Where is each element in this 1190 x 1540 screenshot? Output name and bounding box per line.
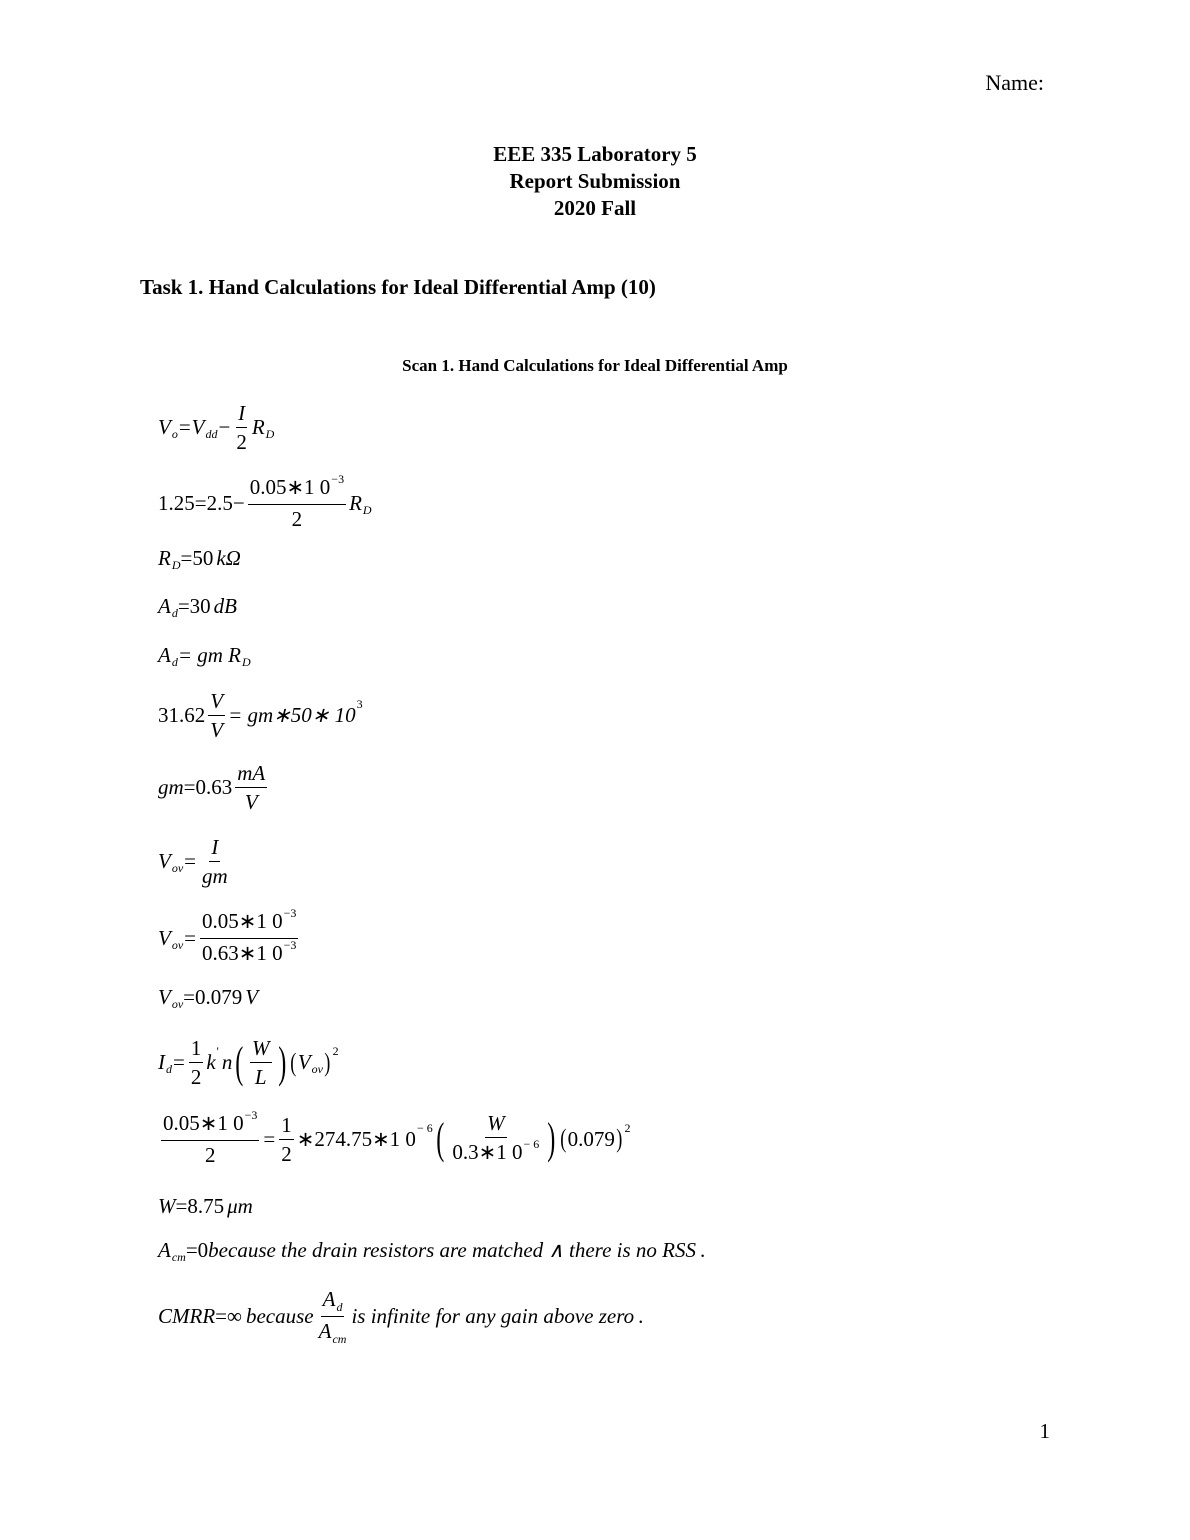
numerator: 1 (189, 1035, 204, 1063)
numerator: W (250, 1035, 272, 1063)
right-paren: ) (324, 1047, 331, 1077)
denominator: V (210, 718, 224, 742)
operator: − (218, 415, 231, 439)
symbol: n (221, 1050, 233, 1074)
denominator: 0.3∗1 $0^{- 6}$ (452, 1137, 540, 1164)
title-line-3: 2020 Fall (553, 196, 637, 220)
numerator: 0.05∗1 $0^{-3}$ (161, 1110, 259, 1141)
denominator: 2 (291, 507, 303, 531)
subscript: D (362, 502, 372, 517)
denominator: V (244, 790, 258, 814)
equation-vov-value (158, 985, 258, 1010)
operator: = (184, 926, 196, 950)
denominator: 2 (281, 1141, 292, 1166)
equation-ad-gm (158, 643, 251, 668)
value: =0 (185, 1238, 209, 1262)
symbol: k (206, 1050, 216, 1074)
value: =∞ (215, 1304, 242, 1328)
expression: ∗274.75∗1 0 (296, 1126, 416, 1151)
operator: = (173, 1050, 185, 1074)
equation-gain-ratio (158, 688, 363, 743)
explanation: because (245, 1304, 314, 1328)
numerator: $A_d$ (321, 1286, 345, 1317)
name-label: Name: (985, 70, 1044, 95)
value: 0.079 (567, 1126, 615, 1151)
subscript: d (171, 655, 178, 669)
equation-cmrr (158, 1286, 643, 1347)
subscript: ov (311, 1062, 323, 1076)
symbol: V (158, 415, 171, 439)
fraction (317, 1286, 349, 1347)
unit: V (245, 985, 259, 1009)
document-title (0, 141, 1190, 222)
equation-vov-subst (158, 908, 301, 969)
symbol: CMRR (158, 1304, 216, 1328)
fraction (200, 834, 230, 889)
left-paren: ( (290, 1047, 297, 1077)
fraction (189, 1035, 204, 1090)
subscript: D (242, 655, 251, 669)
explanation: is infinite for any gain above zero (351, 1304, 635, 1328)
fraction (450, 1110, 541, 1168)
value: =50 (180, 546, 214, 570)
denominator: $A_{cm}$ (318, 1319, 347, 1346)
denominator: 2 (190, 1065, 202, 1089)
operator: = (263, 1126, 276, 1151)
superscript: 3 (356, 697, 363, 711)
period: . (699, 1238, 706, 1262)
superscript: ' (216, 1044, 219, 1058)
explanation: because the drain resistors are matched ∧ there is no RSS (208, 1238, 696, 1262)
fraction (234, 400, 249, 455)
symbol: R (158, 546, 171, 570)
task-heading: Task 1. Hand Calculations for Ideal Differential Amp (10) (140, 275, 656, 299)
value: =30 (177, 594, 211, 618)
numerator: I (209, 834, 220, 862)
subscript: cm (171, 1250, 186, 1264)
equation-id-square-law (158, 1035, 339, 1090)
equation-rd-solve (158, 474, 372, 532)
symbol: V (191, 415, 205, 439)
numerator: 0.05∗1 $0^{-3}$ (248, 474, 346, 505)
left-paren: ( (235, 1037, 244, 1087)
unit: dB (213, 594, 237, 618)
operator: = (178, 415, 191, 439)
numerator: V (208, 688, 225, 716)
symbol: R (251, 415, 265, 439)
value: =0.079 (183, 985, 243, 1009)
equation-gm-value (158, 760, 270, 815)
scan-caption: Scan 1. Hand Calculations for Ideal Differential Amp (402, 356, 788, 375)
symbol: W (158, 1194, 176, 1218)
symbol: V (158, 849, 171, 873)
symbol: A (158, 1238, 171, 1262)
numerator: W (485, 1110, 507, 1138)
numerator: mA (235, 760, 267, 788)
fraction (279, 1112, 294, 1167)
right-paren: ) (547, 1114, 556, 1163)
denominator: L (254, 1065, 267, 1089)
subscript: D (171, 558, 181, 572)
denominator: 2 (236, 430, 247, 454)
page-number: 1 (1039, 1419, 1050, 1443)
symbol: V (297, 1050, 311, 1074)
right-paren: ) (277, 1037, 286, 1087)
denominator: 2 (204, 1143, 216, 1167)
denominator: gm (202, 864, 228, 888)
numerator: 0.05∗1 $0^{-3}$ (200, 908, 298, 939)
equation-acm (158, 1238, 705, 1263)
left-paren: ( (560, 1124, 567, 1153)
subscript: D (265, 427, 275, 441)
unit: μm (227, 1194, 253, 1218)
equation-vov-def (158, 834, 233, 889)
left-paren: ( (436, 1114, 445, 1163)
value: 31.62 (158, 703, 206, 727)
subscript: ov (171, 938, 184, 952)
numerator: I (236, 400, 247, 428)
equation-vo (158, 400, 274, 455)
right-paren: ) (616, 1124, 623, 1153)
unit: kΩ (216, 546, 241, 570)
period: . (638, 1304, 644, 1328)
fraction (161, 1110, 259, 1168)
expression: = gm∗50∗ 10 (228, 703, 356, 727)
symbol: A (158, 594, 171, 618)
subscript: ov (171, 861, 184, 875)
symbol: I (158, 1050, 165, 1074)
superscript: 2 (624, 1120, 631, 1135)
equation-width-value (158, 1194, 253, 1219)
fraction (250, 1035, 272, 1090)
symbol: V (158, 926, 171, 950)
value: =0.63 (183, 775, 233, 799)
symbol: V (158, 985, 171, 1009)
subscript: dd (205, 427, 218, 441)
title-line-2: Report Submission (509, 169, 681, 193)
title-line-1: EEE 335 Laboratory 5 (493, 142, 697, 166)
fraction (235, 760, 267, 815)
superscript: 2 (332, 1044, 339, 1058)
symbol: gm (158, 775, 184, 799)
denominator: 0.63∗1 $0^{-3}$ (202, 938, 297, 965)
expression: 1.25=2.5− (158, 490, 245, 515)
value: =8.75 (175, 1194, 225, 1218)
equation-rd-value (158, 546, 241, 571)
subscript: d (166, 1062, 172, 1076)
subscript: d (171, 606, 178, 620)
symbol: R (349, 490, 362, 515)
expression: = gm R (177, 643, 241, 667)
superscript: − 6 (416, 1120, 433, 1135)
equation-ad-db (158, 594, 237, 619)
subscript: ov (171, 997, 184, 1011)
symbol: A (158, 643, 171, 667)
fraction (248, 474, 346, 532)
operator: = (184, 849, 196, 873)
fraction (200, 908, 298, 969)
numerator: 1 (279, 1112, 294, 1140)
equation-width-subst (158, 1110, 631, 1168)
subscript: o (171, 427, 178, 441)
fraction (208, 688, 225, 743)
